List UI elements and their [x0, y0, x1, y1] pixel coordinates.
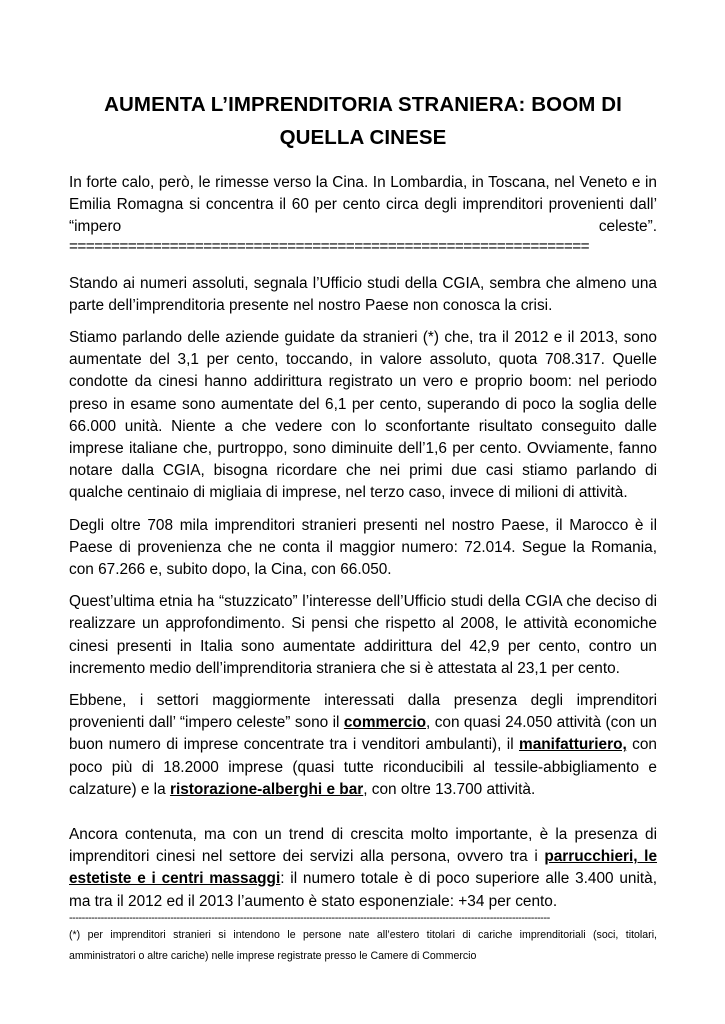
p6-text-2: : il numero totale è di poco superiore alle 3.400 unità, ma tra il 2012 ed il 2013 l’aumento è stato esponenziale: +34 per cento.	[69, 870, 657, 910]
intro-paragraph: In forte calo, però, le rimesse verso la Cina. In Lombardia, in Toscana, nel Veneto e in Emilia Romagna si concentra il 60 per cento circa degli imprenditori provenienti dall’ “impero celeste”.	[69, 174, 657, 236]
title-line-1: AUMENTA L’IMPRENDITORIA STRANIERA: BOOM DI	[104, 93, 622, 116]
paragraph-2: Stiamo parlando delle aziende guidate da stranieri (*) che, tra il 2012 e il 2013, sono aumentate del 3,1 per cento, toccando, in valore assoluto, quota 708.317. Quelle condotte da cinesi hanno addirittura registrato un vero e proprio boom: nel periodo preso in esame sono aumentate del 6,1 per cento, superando di poco la soglia delle 66.000 unità. Niente a che vedere con lo sconfortante risultato conseguito dalle imprese italiane che, purtroppo, sono diminuite dell’1,6 per cento. Ovviamente, fanno notare dalla CGIA, bisogna ricordare che nei primi due casi stiamo parlando di qualche centinaio di migliaia di imprese, nel terzo caso, invece di milioni di attività.	[69, 329, 657, 502]
p6-text-1: Ancora contenuta, ma con un trend di crescita molto importante, è la presenza di imprenditori cinesi nel settore dei servizi alla persona, ovvero tra i	[69, 826, 657, 866]
separator-line: ==============================================================	[69, 238, 590, 255]
document-page	[69, 88, 657, 967]
title-line-2: QUELLA CINESE	[279, 126, 447, 149]
p5-text-3: con poco più di 18.2000 imprese (quasi tutte riconducibili al tessile-abbigliamento e calzature) e la	[69, 736, 657, 798]
keyword-ristorazione: ristorazione-alberghi e bar	[169, 780, 364, 798]
p5-text-4: , con oltre 13.700 attività.	[363, 780, 536, 798]
keyword-manifatturiero: manifatturiero,	[519, 736, 627, 754]
paragraph-3: Degli oltre 708 mila imprenditori stranieri presenti nel nostro Paese, il Marocco è il Paese di provenienza che ne conta il maggior numero: 72.014. Segue la Romania, con 67.266 e, subito dopo, la Cina, con 66.050.	[69, 516, 657, 579]
paragraph-4: Quest’ultima etnia ha “stuzzicato” l’interesse dell’Ufficio studi della CGIA che deciso di realizzare un approfondimento. Si pensi che rispetto al 2008, le attività economiche cinesi presenti in Italia sono aumentate addirittura del 42,9 per cento, contro un incremento medio dell’imprenditoria straniera che si è attestata al 23,1 per cento.	[69, 593, 657, 677]
keyword-commercio: commercio	[343, 714, 426, 732]
p5-text-2: , con quasi 24.050 attività (con un buon numero di imprese concentrate tra i venditori ambulanti), il	[69, 714, 657, 754]
footnote-separator: --------------------------------------------------------------------------------------------------------------------------------------------------------	[69, 912, 550, 923]
paragraph-6	[69, 824, 657, 913]
keyword-servizi-persona: parrucchieri, le estetiste e i centri massaggi	[69, 848, 658, 888]
p5-text-1: Ebbene, i settori maggiormente interessati dalla presenza degli imprenditori provenienti dall’ “impero celeste” sono il	[69, 692, 657, 732]
paragraph-1: Stando ai numeri assoluti, segnala l’Ufficio studi della CGIA, sembra che almeno una parte dell’imprenditoria presente nel nostro Paese non conosca la crisi.	[69, 274, 657, 314]
footnote: (*) per imprenditori stranieri si intendono le persone nate all’estero titolari di cariche imprenditoriali (soci, titolari, amministratori o altre cariche) nelle imprese registrate presso le Camere di Commercio	[69, 928, 657, 962]
paragraph-gap	[69, 811, 657, 824]
paragraph-5	[69, 690, 657, 801]
document-title	[69, 88, 657, 154]
